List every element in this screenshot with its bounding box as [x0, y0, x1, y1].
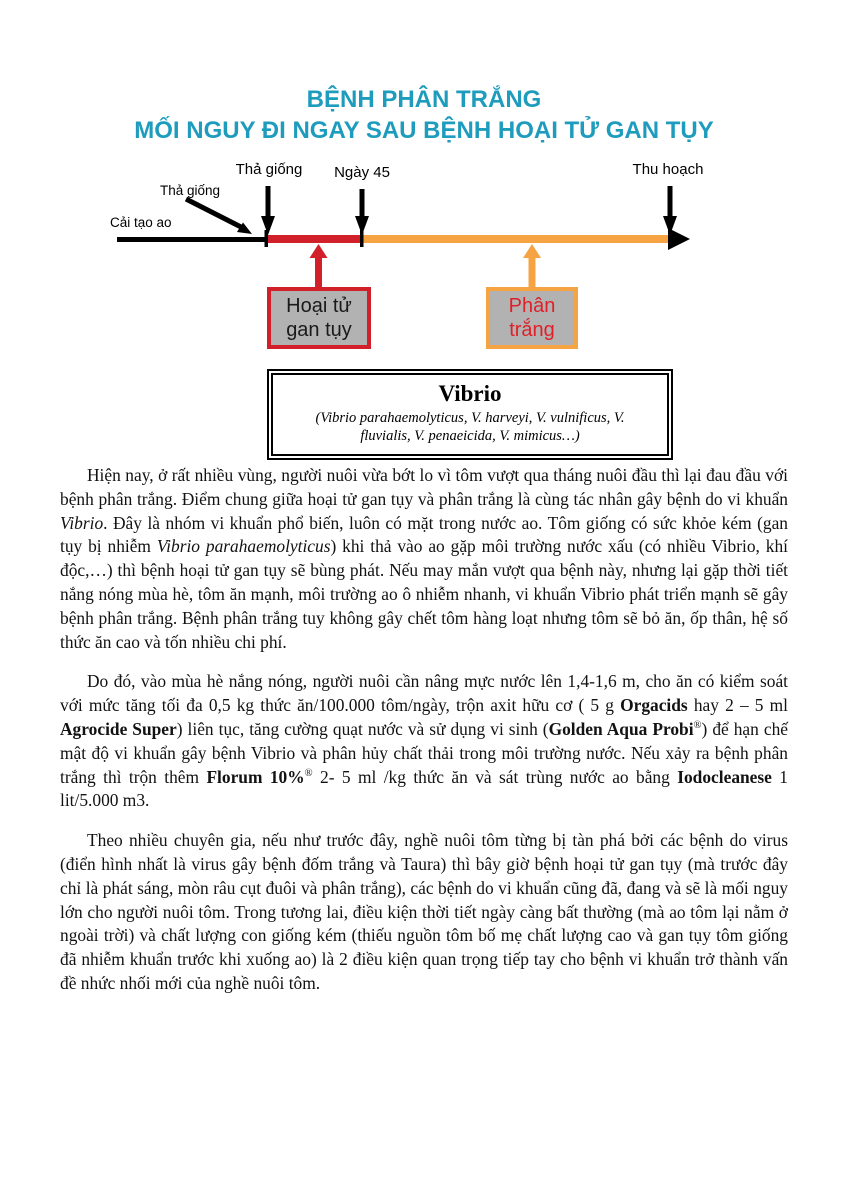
paragraph: Hiện nay, ở rất nhiều vùng, người nuôi vừa bớt lo vì tôm vượt qua tháng nuôi đầu thì lại đau đầu với bệnh phân trắng. Điểm chung giữa hoại tử gan tụy và phân trắng là cùng tác nhân gây bệnh do vi khuẩn Vibrio. Đây là nhóm vi khuẩn phổ biến, luôn có mặt trong nước ao. Tôm giống có sức khỏe kém (gan tụy bị nhiễm Vibrio parahaemolyticus) khi thả vào ao gặp môi trường nước xấu (có nhiều Vibrio, khí độc,…) thì bệnh hoại tử gan tụy sẽ bùng phát. Nếu may mắn vượt qua bệnh này, nhưng lại gặp thời tiết nắng nóng mùa hè, tôm ăn mạnh, môi trường ao ô nhiễm nhanh, vi khuẩn Vibrio phát triển mạnh sẽ gây bệnh phân trắng. Bệnh phân trắng tuy không gây chết tôm hàng loạt nhưng tôm sẽ bỏ ăn, ốp thân, hệ số thức ăn cao và tốn nhiều chi phí.	[60, 465, 788, 652]
box-white-feces: Phân trắng	[486, 287, 578, 349]
timeline-segment-red	[267, 235, 362, 243]
paragraph: Do đó, vào mùa hè nắng nóng, người nuôi cần nâng mực nước lên 1,4-1,6 m, cho ăn có kiểm soát với mức tăng tối đa 0,5 kg thức ăn/100.000 tôm/ngày, trộn axit hữu cơ ( 5 g Orgacids hay 2 – 5 ml Agrocide Super) liên tục, tăng cường quạt nước và sử dụng vi sinh (Golden Aqua Probi®) để hạn chế mật độ vi khuẩn gây bệnh Vibrio và phân hủy chất thải trong môi trường nước. Nếu xảy ra bệnh phân trắng thì trộn thêm Florum 10%® 2- 5 ml /kg thức ăn và sát trùng nước ao bằng Iodocleanese 1 lit/5.000 m3.	[60, 671, 789, 811]
timeline-segment-orange	[362, 235, 668, 243]
box-hepatopancreas-necrosis: Hoại tử gan tụy	[267, 287, 371, 349]
page-title-line1: BỆNH PHÂN TRẮNG	[306, 86, 542, 113]
page-title	[0, 84, 848, 146]
box-vibrio	[267, 369, 673, 460]
down-arrow-harvest	[663, 186, 677, 235]
down-arrow-stocking	[261, 186, 275, 235]
vibrio-title: Vibrio	[438, 381, 502, 406]
paragraph: Theo nhiều chuyên gia, nếu như trước đây, nghề nuôi tôm từng bị tàn phá bởi các bệnh do virus (điển hình nhất là virus gây bệnh đốm trắng và Taura) thì bây giờ bệnh hoại tử gan tụy (mà trước đây chỉ là phát sáng, mòn râu cụt đuôi và phân trắng), các bệnh do vi khuẩn cũng đã, đang và sẽ là mối nguy lớn cho người nuôi tôm. Trong tương lai, điều kiện thời tiết ngày càng bất thường (mà ao tôm lại nằm ở ngoài trời) và chất lượng con giống kém (thiếu nguồn tôm bố mẹ chất lượng cao và gan tụy tôm giống đã nhiễm khuẩn trước khi xuống ao) là 2 điều kiện quan trọng tiếp tay cho bệnh vi khuẩn trở thành vấn đề nhức nhối mới của nghề nuôi tôm.	[60, 830, 788, 993]
label-stocking-side: Thả giống	[160, 183, 221, 198]
down-arrow-day45	[355, 189, 369, 235]
label-stocking-top: Thả giống	[235, 161, 303, 178]
diagonal-arrow-stocking	[186, 199, 252, 234]
label-day-45: Ngày 45	[334, 164, 390, 181]
timeline-segment-black	[117, 237, 268, 242]
page-title-line2: MỐI NGUY ĐI NGAY SAU BỆNH HOẠI TỬ GAN TỤY	[134, 117, 714, 144]
label-harvest: Thu hoạch	[632, 161, 704, 178]
up-arrow-white-feces	[523, 244, 541, 287]
timeline-graphic	[0, 155, 848, 355]
article	[60, 464, 788, 1012]
up-arrow-hepatopancreas	[310, 244, 328, 287]
label-pond-preparation: Cải tạo ao	[110, 215, 172, 230]
vibrio-species-list: (Vibrio parahaemolyticus, V. harveyi, V. vulnificus, V. fluvialis, V. penaeicida, V. mimicus…)	[315, 410, 625, 444]
